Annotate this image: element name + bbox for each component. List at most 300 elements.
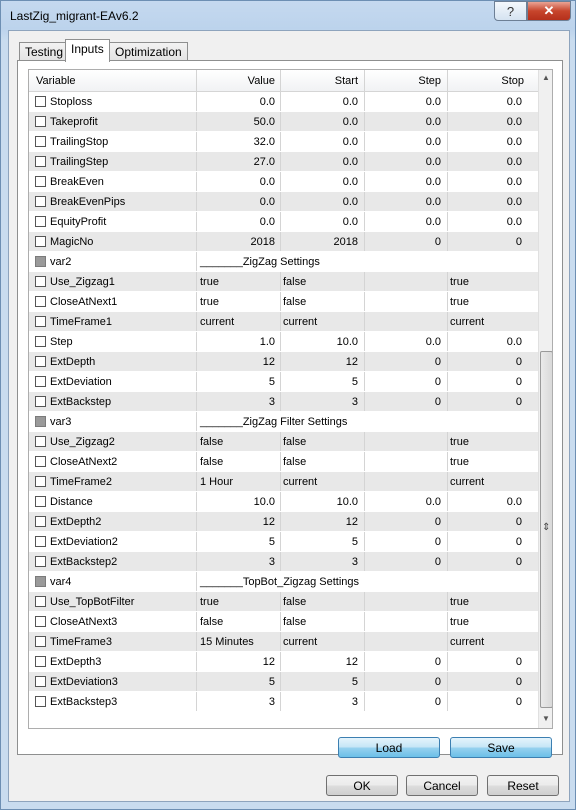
start-cell[interactable]: 5: [351, 376, 358, 388]
column-divider: [364, 70, 365, 91]
value-cell[interactable]: 2018: [250, 236, 275, 248]
column-divider: [280, 172, 281, 191]
tab-testing[interactable]: Testing: [19, 42, 69, 61]
stop-cell[interactable]: 0: [515, 656, 522, 668]
step-cell[interactable]: 0: [434, 656, 441, 668]
variable-name: ExtDepth3: [50, 656, 102, 668]
scroll-down-icon[interactable]: ▼: [542, 714, 550, 723]
start-cell[interactable]: 2018: [333, 236, 358, 248]
value-cell[interactable]: true: [200, 596, 219, 608]
start-cell[interactable]: current: [283, 476, 318, 488]
column-divider: [364, 192, 365, 211]
start-cell[interactable]: 10.0: [336, 496, 358, 508]
save-button[interactable]: Save: [450, 737, 552, 758]
stop-cell[interactable]: true: [450, 436, 469, 448]
scroll-up-icon[interactable]: ▲: [542, 73, 550, 82]
step-cell[interactable]: 0.0: [425, 496, 441, 508]
variable-name: CloseAtNext3: [50, 616, 118, 628]
column-divider: [447, 172, 448, 191]
optimize-checkbox[interactable]: [35, 216, 46, 227]
column-divider: [447, 70, 448, 91]
column-divider: [280, 192, 281, 211]
optimize-checkbox[interactable]: [35, 516, 46, 527]
column-divider: [280, 92, 281, 111]
variable-name: CloseAtNext1: [50, 296, 118, 308]
column-divider: [196, 412, 197, 431]
table-row[interactable]: [29, 152, 538, 172]
column-divider: [364, 612, 365, 631]
start-cell[interactable]: false: [283, 596, 307, 608]
value-cell[interactable]: current: [200, 316, 235, 328]
column-divider: [196, 70, 197, 91]
column-divider: [447, 312, 448, 331]
variable-name: ExtDepth: [50, 356, 96, 368]
optimize-checkbox: [35, 576, 46, 587]
column-divider: [196, 132, 197, 151]
value-cell[interactable]: 5: [268, 536, 275, 548]
column-divider: [447, 592, 448, 611]
variable-name: ExtBackstep2: [50, 556, 118, 568]
column-divider: [280, 592, 281, 611]
variable-name: TimeFrame3: [50, 636, 112, 648]
step-cell[interactable]: 0: [434, 556, 441, 568]
optimize-checkbox[interactable]: [35, 476, 46, 487]
value-cell[interactable]: 10.0: [253, 496, 275, 508]
stop-cell[interactable]: 0: [515, 696, 522, 708]
column-divider: [196, 472, 197, 491]
stop-cell[interactable]: 0: [515, 516, 522, 528]
column-divider: [280, 112, 281, 131]
step-cell[interactable]: 0: [434, 696, 441, 708]
column-divider: [447, 352, 448, 371]
column-divider: [280, 152, 281, 171]
column-divider: [447, 472, 448, 491]
stop-cell[interactable]: true: [450, 276, 469, 288]
column-divider: [447, 632, 448, 651]
cancel-button[interactable]: Cancel: [406, 775, 478, 796]
start-cell[interactable]: 0.0: [342, 116, 358, 128]
start-cell[interactable]: current: [283, 636, 318, 648]
column-divider: [447, 692, 448, 711]
column-divider: [196, 272, 197, 291]
column-divider: [364, 272, 365, 291]
optimize-checkbox: [35, 416, 46, 427]
start-cell[interactable]: current: [283, 316, 318, 328]
stop-cell[interactable]: 0.0: [506, 176, 522, 188]
column-divider: [447, 492, 448, 511]
column-divider: [196, 572, 197, 591]
section-label: _______ZigZag Filter Settings: [200, 416, 348, 428]
value-cell[interactable]: 15 Minutes: [200, 636, 254, 648]
column-divider: [280, 672, 281, 691]
column-divider: [447, 272, 448, 291]
stop-cell[interactable]: 0.0: [506, 496, 522, 508]
table-row[interactable]: [29, 652, 538, 672]
column-divider: [280, 132, 281, 151]
optimize-checkbox[interactable]: [35, 356, 46, 367]
stop-cell[interactable]: 0: [515, 536, 522, 548]
value-cell[interactable]: 12: [262, 656, 275, 668]
optimize-checkbox[interactable]: [35, 376, 46, 387]
optimize-checkbox[interactable]: [35, 636, 46, 647]
variable-name: var4: [50, 576, 72, 588]
column-divider: [280, 212, 281, 231]
step-cell[interactable]: 0: [434, 676, 441, 688]
start-cell[interactable]: 0.0: [342, 176, 358, 188]
stop-cell[interactable]: true: [450, 296, 469, 308]
column-divider: [447, 612, 448, 631]
table-row[interactable]: [29, 332, 538, 352]
column-divider: [196, 672, 197, 691]
column-divider: [196, 92, 197, 111]
start-cell[interactable]: 12: [345, 356, 358, 368]
optimize-checkbox[interactable]: [35, 556, 46, 567]
stop-cell[interactable]: 0.0: [506, 156, 522, 168]
value-cell[interactable]: 0.0: [259, 196, 275, 208]
tab-inputs[interactable]: Inputs: [65, 39, 110, 62]
column-divider: [447, 672, 448, 691]
variable-name: EquityProfit: [50, 216, 107, 228]
value-cell[interactable]: 0.0: [259, 96, 275, 108]
start-cell[interactable]: 5: [351, 536, 358, 548]
value-cell[interactable]: 5: [268, 376, 275, 388]
help-icon: ?: [506, 3, 515, 19]
column-divider: [364, 472, 365, 491]
value-cell[interactable]: 0.0: [259, 216, 275, 228]
stop-cell[interactable]: true: [450, 596, 469, 608]
column-divider: [280, 552, 281, 571]
column-divider: [447, 152, 448, 171]
step-cell[interactable]: 0.0: [425, 96, 441, 108]
column-divider: [364, 452, 365, 471]
table-row[interactable]: [29, 312, 538, 332]
variable-name: Distance: [50, 496, 93, 508]
column-divider: [196, 372, 197, 391]
step-cell[interactable]: 0.0: [425, 136, 441, 148]
start-cell[interactable]: false: [283, 296, 307, 308]
column-divider: [196, 612, 197, 631]
optimize-checkbox[interactable]: [35, 196, 46, 207]
step-cell[interactable]: 0.0: [425, 156, 441, 168]
table-row[interactable]: [29, 112, 538, 132]
column-divider: [196, 152, 197, 171]
stop-cell[interactable]: current: [450, 476, 485, 488]
table-row[interactable]: [29, 172, 538, 192]
title-bar[interactable]: [1, 1, 575, 29]
section-label: _______ZigZag Settings: [200, 256, 320, 268]
column-divider: [364, 652, 365, 671]
variable-name: ExtDeviation: [50, 376, 112, 388]
value-cell[interactable]: 3: [268, 396, 275, 408]
optimize-checkbox[interactable]: [35, 156, 46, 167]
start-cell[interactable]: false: [283, 276, 307, 288]
variable-name: Use_Zigzag2: [50, 436, 115, 448]
value-cell[interactable]: true: [200, 296, 219, 308]
step-cell[interactable]: 0: [434, 356, 441, 368]
variable-name: var2: [50, 256, 72, 268]
column-divider: [196, 452, 197, 471]
inputs-tab-panel: [17, 60, 563, 755]
optimize-checkbox[interactable]: [35, 236, 46, 247]
section-label: _______TopBot_Zigzag Settings: [200, 576, 360, 588]
value-cell[interactable]: 1 Hour: [200, 476, 234, 488]
table-row[interactable]: [29, 672, 538, 692]
column-divider: [447, 432, 448, 451]
value-cell[interactable]: false: [200, 456, 224, 468]
variable-name: TrailingStep: [50, 156, 109, 168]
stop-cell[interactable]: 0: [515, 356, 522, 368]
step-cell[interactable]: 0: [434, 236, 441, 248]
variable-name: ExtDeviation2: [50, 536, 118, 548]
start-cell[interactable]: false: [283, 616, 307, 628]
column-divider: [280, 392, 281, 411]
stop-cell[interactable]: 0: [515, 556, 522, 568]
value-cell[interactable]: 1.0: [259, 336, 275, 348]
table-row[interactable]: [29, 412, 538, 432]
stop-cell[interactable]: 0.0: [506, 196, 522, 208]
column-divider: [364, 592, 365, 611]
table-row[interactable]: [29, 292, 538, 312]
optimize-checkbox[interactable]: [35, 116, 46, 127]
start-cell[interactable]: 0.0: [342, 96, 358, 108]
start-cell[interactable]: 10.0: [336, 336, 358, 348]
column-divider: [280, 272, 281, 291]
value-cell[interactable]: 0.0: [259, 176, 275, 188]
table-row[interactable]: [29, 192, 538, 212]
column-divider: [364, 372, 365, 391]
column-divider: [196, 212, 197, 231]
table-row[interactable]: [29, 692, 538, 712]
step-cell[interactable]: 0.0: [425, 216, 441, 228]
column-divider: [196, 352, 197, 371]
optimize-checkbox[interactable]: [35, 656, 46, 667]
start-cell[interactable]: 12: [345, 516, 358, 528]
table-row[interactable]: [29, 212, 538, 232]
help-button[interactable]: [494, 1, 527, 21]
column-divider: [364, 492, 365, 511]
step-cell[interactable]: 0.0: [425, 196, 441, 208]
column-header-value[interactable]: Value: [247, 75, 275, 87]
value-cell[interactable]: false: [200, 616, 224, 628]
step-cell[interactable]: 0: [434, 376, 441, 388]
inputs-grid: [28, 69, 553, 729]
stop-cell[interactable]: 0.0: [506, 96, 522, 108]
table-row[interactable]: [29, 472, 538, 492]
load-button[interactable]: Load: [338, 737, 440, 758]
variable-name: Step: [50, 336, 73, 348]
column-divider: [280, 472, 281, 491]
column-header-start[interactable]: Start: [334, 75, 358, 87]
stop-cell[interactable]: 0: [515, 676, 522, 688]
step-cell[interactable]: 0: [434, 536, 441, 548]
optimize-checkbox[interactable]: [35, 396, 46, 407]
column-divider: [364, 312, 365, 331]
column-divider: [280, 232, 281, 251]
column-header-step[interactable]: Step: [418, 75, 441, 87]
column-divider: [364, 292, 365, 311]
stop-cell[interactable]: 0.0: [506, 136, 522, 148]
column-divider: [280, 532, 281, 551]
column-divider: [280, 492, 281, 511]
stop-cell[interactable]: 0.0: [506, 336, 522, 348]
column-divider: [280, 70, 281, 91]
tab-optimization[interactable]: Optimization: [109, 42, 188, 61]
start-cell[interactable]: 5: [351, 676, 358, 688]
start-cell[interactable]: 0.0: [342, 136, 358, 148]
column-divider: [280, 512, 281, 531]
table-row[interactable]: [29, 372, 538, 392]
optimize-checkbox[interactable]: [35, 596, 46, 607]
ok-button[interactable]: OK: [326, 775, 398, 796]
stop-cell[interactable]: 0: [515, 236, 522, 248]
column-divider: [447, 652, 448, 671]
stop-cell[interactable]: true: [450, 456, 469, 468]
step-cell[interactable]: 0: [434, 396, 441, 408]
column-divider: [447, 512, 448, 531]
table-row[interactable]: [29, 432, 538, 452]
start-cell[interactable]: 0.0: [342, 216, 358, 228]
optimize-checkbox[interactable]: [35, 616, 46, 627]
table-row[interactable]: [29, 612, 538, 632]
optimize-checkbox[interactable]: [35, 336, 46, 347]
close-icon: ✕: [543, 3, 555, 18]
value-cell[interactable]: 3: [268, 556, 275, 568]
table-row[interactable]: [29, 352, 538, 372]
start-cell[interactable]: 0.0: [342, 156, 358, 168]
column-divider: [364, 212, 365, 231]
table-row[interactable]: [29, 272, 538, 292]
column-divider: [196, 232, 197, 251]
optimize-checkbox[interactable]: [35, 136, 46, 147]
column-divider: [280, 432, 281, 451]
scroll-thumb[interactable]: [540, 351, 553, 708]
stop-cell[interactable]: 0: [515, 376, 522, 388]
column-divider: [364, 692, 365, 711]
value-cell[interactable]: 3: [268, 696, 275, 708]
step-cell[interactable]: 0.0: [425, 116, 441, 128]
column-divider: [447, 192, 448, 211]
variable-name: TimeFrame2: [50, 476, 112, 488]
table-row[interactable]: [29, 492, 538, 512]
column-divider: [364, 392, 365, 411]
column-header-variable[interactable]: Variable: [36, 75, 76, 87]
stop-cell[interactable]: current: [450, 636, 485, 648]
start-cell[interactable]: false: [283, 436, 307, 448]
start-cell[interactable]: 3: [351, 556, 358, 568]
variable-name: Use_Zigzag1: [50, 276, 115, 288]
table-row[interactable]: [29, 132, 538, 152]
optimize-checkbox: [35, 256, 46, 267]
value-cell[interactable]: 12: [262, 356, 275, 368]
column-divider: [280, 332, 281, 351]
value-cell[interactable]: 32.0: [253, 136, 275, 148]
column-divider: [280, 692, 281, 711]
column-divider: [196, 292, 197, 311]
column-divider: [447, 532, 448, 551]
grip-icon: ⇕: [542, 522, 551, 533]
stop-cell[interactable]: 0: [515, 396, 522, 408]
column-divider: [447, 132, 448, 151]
column-divider: [196, 392, 197, 411]
close-button[interactable]: [527, 1, 571, 21]
step-cell[interactable]: 0.0: [425, 176, 441, 188]
stop-cell[interactable]: current: [450, 316, 485, 328]
start-cell[interactable]: 3: [351, 396, 358, 408]
optimize-checkbox[interactable]: [35, 276, 46, 287]
optimize-checkbox[interactable]: [35, 496, 46, 507]
column-divider: [196, 632, 197, 651]
column-divider: [280, 452, 281, 471]
table-row[interactable]: [29, 92, 538, 112]
column-divider: [364, 512, 365, 531]
window-title: LastZig_migrant-EAv6.2: [10, 9, 139, 23]
column-divider: [196, 652, 197, 671]
reset-button[interactable]: Reset: [487, 775, 559, 796]
optimize-checkbox[interactable]: [35, 176, 46, 187]
variable-name: ExtBackstep: [50, 396, 112, 408]
table-row[interactable]: [29, 592, 538, 612]
column-divider: [364, 172, 365, 191]
grid-scrollbar[interactable]: [538, 70, 553, 728]
optimize-checkbox[interactable]: [35, 436, 46, 447]
column-divider: [196, 172, 197, 191]
grid-header: [29, 70, 538, 92]
column-divider: [280, 312, 281, 331]
column-divider: [447, 92, 448, 111]
table-row[interactable]: [29, 512, 538, 532]
column-divider: [364, 92, 365, 111]
column-divider: [447, 452, 448, 471]
variable-name: Stoploss: [50, 96, 93, 108]
optimize-checkbox[interactable]: [35, 676, 46, 687]
table-row[interactable]: [29, 532, 538, 552]
column-header-stop[interactable]: Stop: [501, 75, 524, 87]
optimize-checkbox[interactable]: [35, 696, 46, 707]
value-cell[interactable]: 12: [262, 516, 275, 528]
step-cell[interactable]: 0: [434, 516, 441, 528]
table-row[interactable]: [29, 452, 538, 472]
stop-cell[interactable]: true: [450, 616, 469, 628]
optimize-checkbox[interactable]: [35, 456, 46, 467]
optimize-checkbox[interactable]: [35, 316, 46, 327]
table-row[interactable]: [29, 552, 538, 572]
start-cell[interactable]: 0.0: [342, 196, 358, 208]
stop-cell[interactable]: 0.0: [506, 216, 522, 228]
value-cell[interactable]: false: [200, 436, 224, 448]
step-cell[interactable]: 0.0: [425, 336, 441, 348]
start-cell[interactable]: false: [283, 456, 307, 468]
optimize-checkbox[interactable]: [35, 96, 46, 107]
column-divider: [196, 252, 197, 271]
variable-name: Takeprofit: [50, 116, 98, 128]
value-cell[interactable]: 50.0: [253, 116, 275, 128]
stop-cell[interactable]: 0.0: [506, 116, 522, 128]
column-divider: [280, 652, 281, 671]
optimize-checkbox[interactable]: [35, 536, 46, 547]
start-cell[interactable]: 12: [345, 656, 358, 668]
column-divider: [447, 112, 448, 131]
start-cell[interactable]: 3: [351, 696, 358, 708]
value-cell[interactable]: 5: [268, 676, 275, 688]
optimize-checkbox[interactable]: [35, 296, 46, 307]
table-row[interactable]: [29, 252, 538, 272]
table-row[interactable]: [29, 232, 538, 252]
table-row[interactable]: [29, 392, 538, 412]
value-cell[interactable]: 27.0: [253, 156, 275, 168]
value-cell[interactable]: true: [200, 276, 219, 288]
table-row[interactable]: [29, 632, 538, 652]
table-row[interactable]: [29, 572, 538, 592]
